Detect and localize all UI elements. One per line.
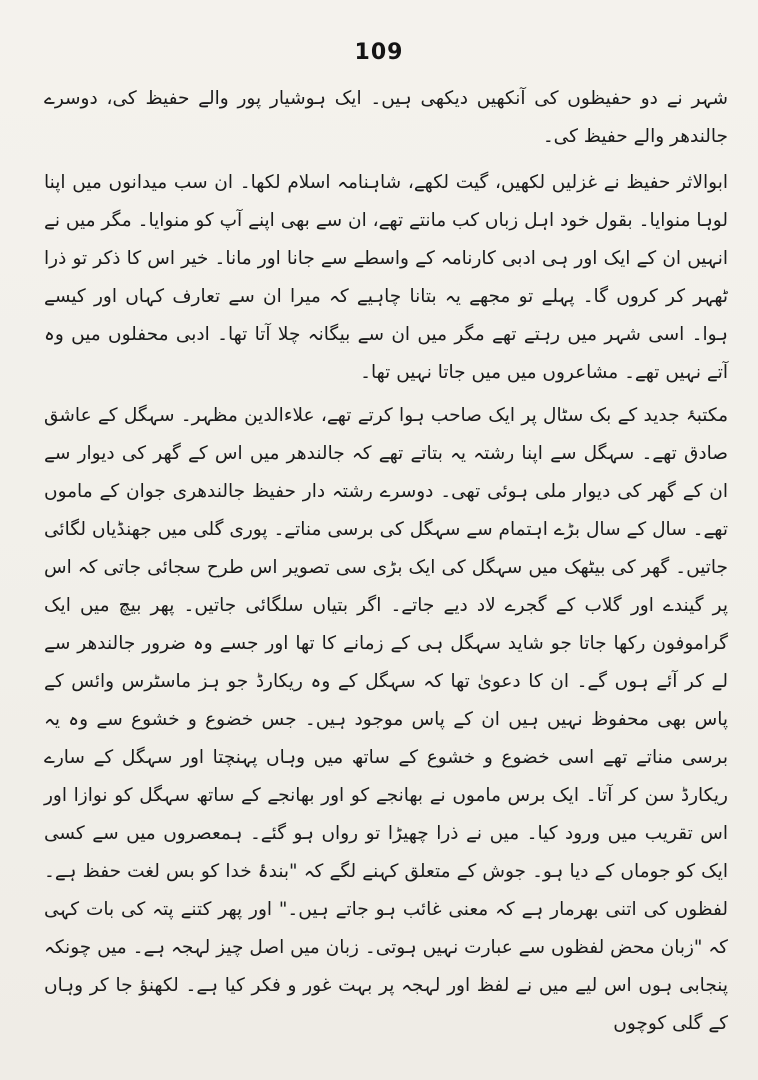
paragraph-3: مکتبۂ جدید کے بک سٹال پر ایک صاحب ہوا کرتے تھے، علاءالدین مظہر۔ سہگل کے عاشق صادق تھے۔ سہگل سے اپنا رشتہ یہ بتاتے تھے کہ جالندھر میں اس کے گھر کی دیوار سے ان کے گھر کی دیوار ملی ہوئی تھی۔ دوسرے رشتہ دار حفیظ جالندھری جوان کے ماموں تھے۔ سال کے سال بڑے اہتمام سے سہگل کی برسی مناتے۔ پوری گلی میں جھنڈیاں لگائی جاتیں۔ گھر کی بیٹھک میں سہگل کی ایک بڑی سی تصویر اس طرح سجائی جاتی کہ اس پر گیندے اور گلاب کے گجرے لاد دیے جاتے۔ اگر بتیاں سلگائی جاتیں۔ پھر بیچ میں ایک گراموفون رکھا جاتا جو شاید سہگل ہی کے زمانے کا تھا اور جسے وہ ضرور جالندھر سے لے کر آئے ہوں گے۔ ان کا دعویٰ تھا کہ سہگل کے وہ ریکارڈ جو ہز ماسٹرس وائس کے پاس بھی محفوظ نہیں ہیں ان کے پاس موجود ہیں۔ جس خضوع و خشوع سے وہ یہ برسی مناتے تھے اسی خضوع و خشوع کے ساتھ میں وہاں پہنچتا اور سہگل کے سارے ریکارڈ سن کر آتا۔ ایک برس ماموں نے بھانجے کو اور بھانجے کے ساتھ سہگل کو نوازا اور اس تقریب میں ورود کیا۔ میں نے ذرا چھیڑا تو رواں ہو گئے۔ ہمعصروں میں سے کسی ایک کو جوماں کے دیا ہو۔ جوش کے متعلق کہنے لگے کہ "بندۂ خدا کو بس لغت حفظ ہے۔ لفظوں کی اتنی بھرمار ہے کہ معنی غائب ہو جاتے ہیں۔" اور پھر کتنے پتہ کی بات کہی کہ "زبان محض لفظوں سے عبارت نہیں ہوتی۔ زبان میں اصل چیز لہجہ ہے۔ میں چونکہ پنجابی ہوں اس لیے میں نے لفظ اور لہجہ پر بہت غور و فکر کیا ہے۔ لکھنؤ جا کر وہاں کے گلی کوچوں	[44, 405, 728, 1034]
body-text	[44, 80, 728, 1048]
paragraph-2: ابوالاثر حفیظ نے غزلیں لکھیں، گیت لکھے، شاہنامہ اسلام لکھا۔ ان سب میدانوں میں اپنا لوہا منوایا۔ بقول خود اہل زباں کب مانتے تھے، ان سے بھی اپنے آپ کو منوایا۔ مگر میں نے انہیں ان کے ایک اور ہی ادبی کارنامہ کے واسطے سے جانا اور مانا۔ خیر اس کا ذکر تو ذرا ٹھہر کر کروں گا۔ پہلے تو مجھے یہ بتانا چاہیے کہ میرا ان سے تعارف کہاں اور کیسے ہوا۔ اسی شہر میں رہتے تھے مگر میں ان سے بیگانہ چلا آتا تھا۔ ادبی محفلوں میں وہ آتے نہیں تھے۔ مشاعروں میں میں جاتا نہیں تھا۔	[44, 172, 728, 383]
page-number: 109	[354, 40, 404, 65]
paragraph-1: شہر نے دو حفیظوں کی آنکھیں دیکھی ہیں۔ ایک ہوشیار پور والے حفیظ کی، دوسرے جالندھر والے حفیظ کی۔	[44, 88, 728, 147]
